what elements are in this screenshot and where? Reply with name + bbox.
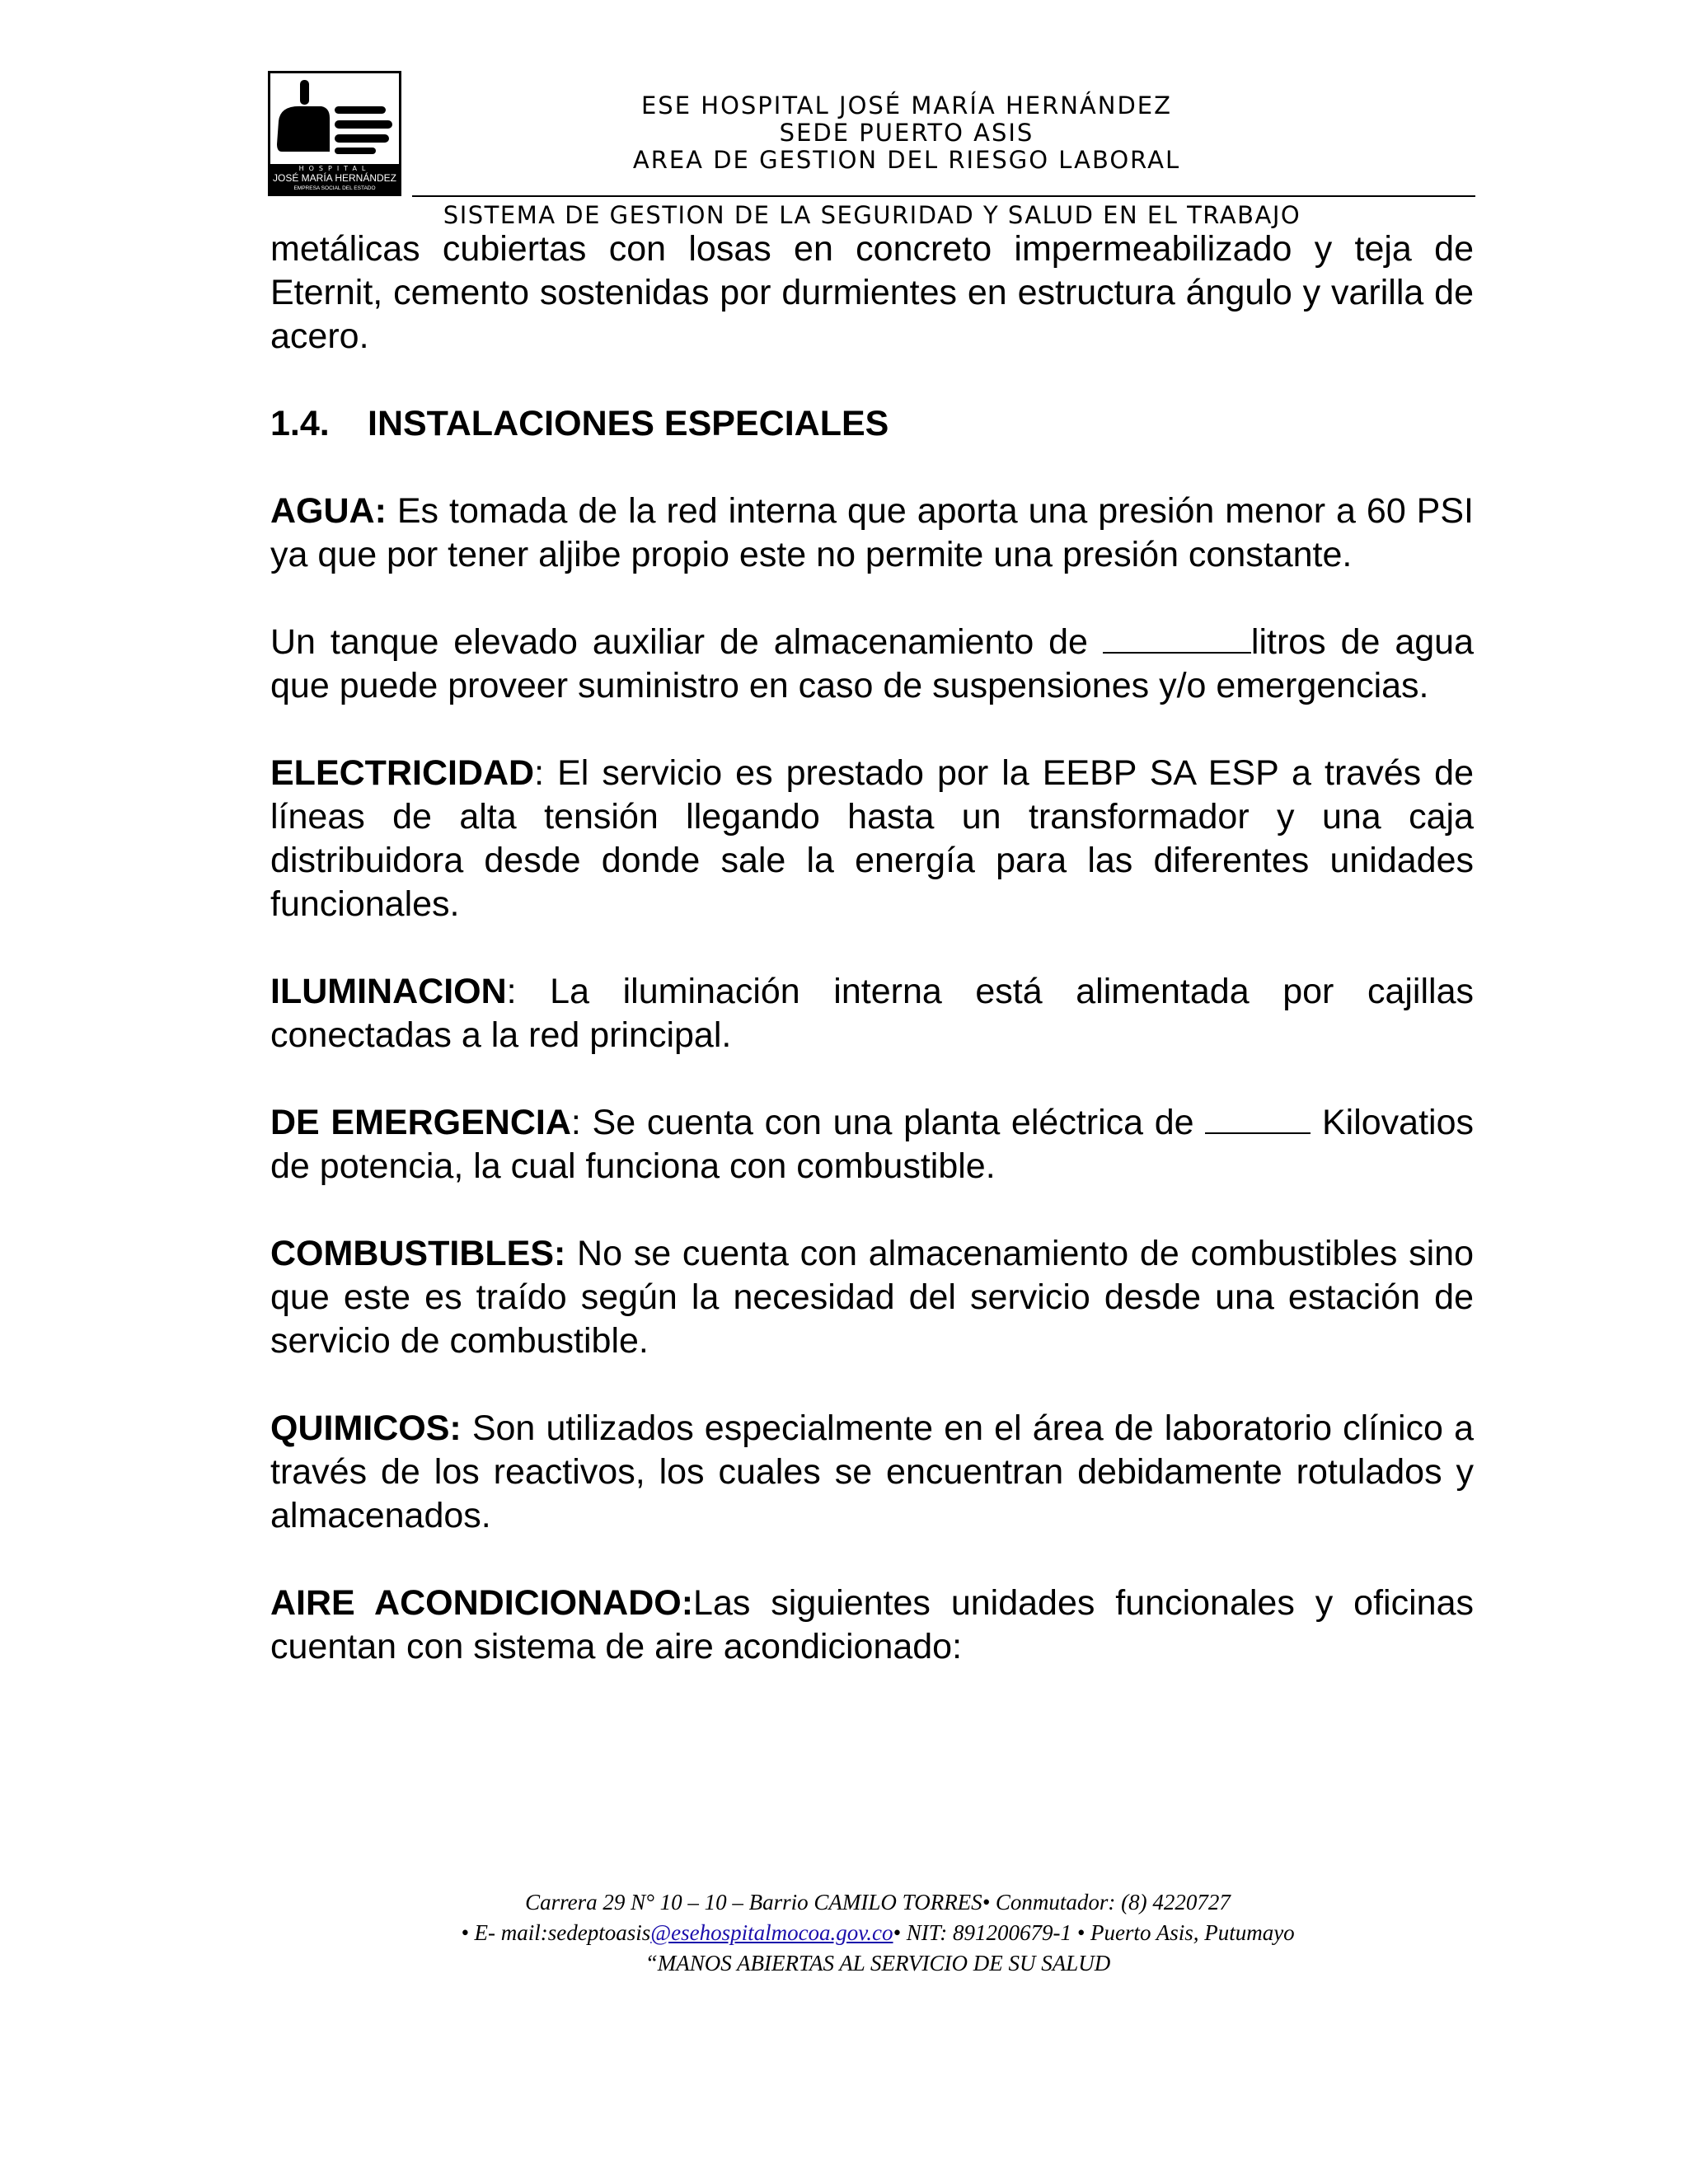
bullet-icon: •: [1076, 1920, 1085, 1945]
system-title: SISTEMA DE GESTION DE LA SEGURIDAD Y SALUD EN EL TRABAJO: [443, 201, 1301, 229]
footer-email-link[interactable]: @esehospitalmocoa.gov.co: [650, 1920, 893, 1945]
electricidad-label: ELECTRICIDAD: [270, 753, 535, 793]
logo-text-name: JOSÉ MARÍA HERNÁNDEZ: [272, 172, 397, 184]
combustibles-text: No se cuenta con almacenamiento de combustibles sino que este es traído según la necesidad del servicio desde una estación de servicio de combustible.: [270, 1234, 1474, 1361]
iluminacion-label: ILUMINACION: [270, 972, 507, 1011]
footer-email-prefix: E- mail:sedeptoasis: [468, 1920, 651, 1945]
electricidad-text: : El servicio es prestado por la EEBP SA ESP a través de líneas de alta tensión llegando hasta un transformador y una caja distribuidora desde donde sale la energía para las diferentes unidades funcionales.: [270, 753, 1474, 924]
emergencia-text-after: Kilovatios de potencia, la cual funciona con combustible.: [270, 1103, 1475, 1186]
quimicos-label: QUIMICOS:: [270, 1408, 462, 1448]
header-area: AREA DE GESTION DEL RIESGO LABORAL: [632, 146, 1181, 174]
tanque-text-before: Un tanque elevado auxiliar de almacenamiento de: [270, 622, 1103, 662]
iluminacion-paragraph: [270, 970, 1474, 1057]
electricidad-paragraph: [270, 752, 1474, 926]
quimicos-text: Son utilizados especialmente en el área de laboratorio clínico a través de los reactivos, los cuales se encuentran debidamente rotulados y almacenados.: [270, 1408, 1474, 1535]
bullet-icon: •: [982, 1890, 991, 1915]
section-title: INSTALACIONES ESPECIALES: [368, 404, 889, 443]
document-header: [412, 92, 1401, 174]
intro-paragraph: metálicas cubiertas con losas en concreto impermeabilizado y teja de Eternit, cemento sostenidas por durmientes en estructura ángulo y varilla de acero.: [270, 229, 1474, 356]
quimicos-paragraph: [270, 1407, 1474, 1538]
section-heading: [270, 402, 1474, 446]
combustibles-label: COMBUSTIBLES:: [270, 1234, 566, 1273]
emergencia-text-before: : Se cuenta con una planta eléctrica de: [570, 1103, 1206, 1142]
logo-text-hospital: HOSPITAL: [298, 165, 371, 172]
emergencia-label: DE EMERGENCIA: [270, 1103, 571, 1142]
blank-line-kilovatios: [1205, 1101, 1311, 1134]
header-divider: [412, 195, 1475, 197]
combustibles-paragraph: [270, 1232, 1474, 1363]
tanque-paragraph: [270, 621, 1474, 708]
bullet-icon: •: [893, 1920, 901, 1945]
aire-label: AIRE ACONDICIONADO:: [270, 1583, 694, 1623]
footer-motto: “MANOS ABIERTAS AL SERVICIO DE SU SALUD: [645, 1951, 1111, 1975]
agua-text: Es tomada de la red interna que aporta una presión menor a 60 PSI ya que por tener aljibe propio este no permite una presión constante.: [270, 491, 1474, 574]
aire-paragraph: [270, 1582, 1474, 1669]
agua-label: AGUA:: [270, 491, 387, 531]
hospital-logo: [268, 71, 401, 196]
document-body: [270, 227, 1474, 1713]
blank-line-litros: [1103, 621, 1251, 654]
header-hospital-name: ESE HOSPITAL JOSÉ MARÍA HERNÁNDEZ: [640, 91, 1172, 120]
footer-line-1: [247, 1887, 1508, 1918]
aire-text: Las siguientes unidades funcionales y oficinas cuentan con sistema de aire acondicionado:: [270, 1583, 1474, 1666]
agua-paragraph: [270, 490, 1474, 577]
emergencia-paragraph: [270, 1101, 1474, 1188]
header-sede: SEDE PUERTO ASIS: [779, 119, 1034, 147]
section-number: 1.4.: [270, 404, 330, 443]
footer-nit: NIT: 891200679-1: [900, 1920, 1077, 1945]
bullet-icon: •: [461, 1920, 469, 1945]
footer-phone: Conmutador: (8) 4220727: [990, 1890, 1231, 1915]
footer-location: Puerto Asis, Putumayo: [1085, 1920, 1295, 1945]
document-footer: [247, 1887, 1508, 1979]
footer-line-2: [247, 1918, 1508, 1948]
iluminacion-text: : La iluminación interna está alimentada por cajillas conectadas a la red principal.: [270, 972, 1474, 1055]
footer-address: Carrera 29 N° 10 – 10 – Barrio CAMILO TORRES: [525, 1890, 982, 1915]
logo-text-empresa: EMPRESA SOCIAL DEL ESTADO: [293, 185, 376, 191]
hand-logo-icon: [270, 73, 399, 194]
tanque-text-after: litros de agua que puede proveer suministro en caso de suspensiones y/o emergencias.: [270, 622, 1474, 705]
